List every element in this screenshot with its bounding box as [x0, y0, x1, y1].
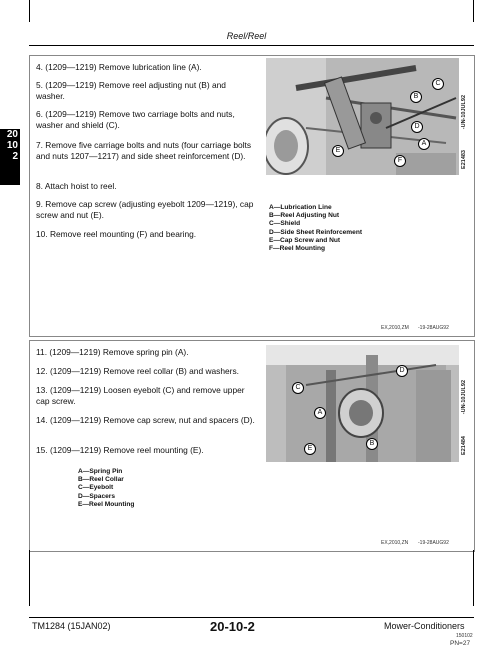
- legend-item: A—Lubrication Line: [269, 204, 332, 211]
- step-14: 14. (1209—1219) Remove cap screw, nut and spacers (D).: [36, 415, 255, 425]
- step-15: 15. (1209—1219) Remove reel mounting (E).: [36, 445, 204, 455]
- callout-d: D: [411, 121, 423, 133]
- margin-line-left-bottom: [29, 550, 30, 606]
- legend-item: B—Reel Collar: [78, 476, 124, 484]
- margin-line-left: [29, 0, 30, 22]
- legend-item: B—Reel Adjusting Nut: [269, 212, 340, 220]
- page-header-title: Reel/Reel: [226, 31, 267, 41]
- footer-manual-id: TM1284 (15JAN02): [32, 621, 111, 631]
- legend-item: F—Reel Mounting: [269, 245, 326, 253]
- reel-photo-illustration-1: [266, 58, 459, 175]
- step-8: 8. Attach hoist to reel.: [36, 181, 117, 191]
- callout-e: E: [304, 443, 316, 455]
- callout-b: B: [410, 91, 422, 103]
- legend-item: E—Cap Screw and Nut: [269, 236, 341, 244]
- legend-item: D—Spacers: [78, 492, 116, 500]
- footer-rule: [29, 617, 474, 618]
- legend-2: [78, 468, 134, 509]
- step-13: 13. (1209—1219) Loosen eyebolt (C) and remove upper cap screw.: [36, 385, 245, 406]
- footer-code: 150102: [456, 633, 473, 639]
- callout-d: D: [396, 365, 408, 377]
- figure-date-2: -19-28AUG92: [418, 540, 449, 546]
- footer-page-number: 20-10-2: [210, 619, 255, 634]
- step-10: 10. Remove reel mounting (F) and bearing.: [36, 229, 197, 239]
- photo-code-2b: E21484: [461, 436, 467, 455]
- legend-item: C—Eyebolt: [78, 484, 114, 492]
- step-12: 12. (1209—1219) Remove reel collar (B) and washers.: [36, 366, 239, 376]
- step-5: 5. (1209—1219) Remove reel adjusting nut (B) and washer.: [36, 80, 226, 101]
- legend-item: D—Side Sheet Reinforcement: [269, 228, 363, 236]
- callout-e: E: [332, 145, 344, 157]
- header-rule: [29, 45, 474, 46]
- step-11: 11. (1209—1219) Remove spring pin (A).: [36, 347, 189, 357]
- legend-item: C—Shield: [269, 220, 301, 228]
- tab-line-2: 10: [6, 140, 18, 151]
- photo-code-1a: -UN-10JUL92: [461, 95, 467, 130]
- step-4: 4. (1209—1219) Remove lubrication line (A).: [36, 62, 202, 72]
- margin-line-right: [473, 0, 474, 22]
- tab-line-3: 2: [12, 151, 18, 162]
- figure-ref-1: EX,2010,ZM: [381, 325, 409, 331]
- section-tab: [0, 129, 20, 185]
- tab-line-1: 20: [6, 129, 18, 140]
- step-7: 7. Remove five carriage bolts and nuts (four carriage bolts and nuts 1207—1217) and side sheet reinforcement (D).: [36, 140, 252, 161]
- legend-1: [269, 204, 362, 253]
- step-6: 6. (1209—1219) Remove two carriage bolts and nuts, washer and shield (C).: [36, 109, 235, 130]
- legend-item: E—Reel Mounting: [78, 500, 135, 508]
- photo-code-2a: -UN-10JUL92: [461, 380, 467, 415]
- callout-f: F: [394, 155, 406, 167]
- callout-a: A: [314, 407, 326, 419]
- figure-date-1: -19-28AUG92: [418, 325, 449, 331]
- photo-code-1b: E21483: [461, 150, 467, 169]
- reel-mounting-photo-1: [266, 58, 459, 175]
- reel-mounting-photo-2: [266, 345, 459, 462]
- margin-line-right-bottom: [473, 550, 474, 606]
- reel-photo-illustration-2: [266, 345, 459, 462]
- footer-product: Mower-Conditioners: [384, 621, 465, 631]
- step-9: 9. Remove cap screw (adjusting eyebolt 1209—1219), cap screw and nut (E).: [36, 199, 254, 220]
- legend-item: A—Spring Pin: [78, 468, 123, 475]
- figure-ref-2: EX,2010,ZN: [381, 540, 409, 546]
- callout-b: B: [366, 438, 378, 450]
- footer-pn: PN=27: [450, 640, 471, 647]
- callout-a: A: [418, 138, 430, 150]
- callout-c: C: [432, 78, 444, 90]
- callout-c: C: [292, 382, 304, 394]
